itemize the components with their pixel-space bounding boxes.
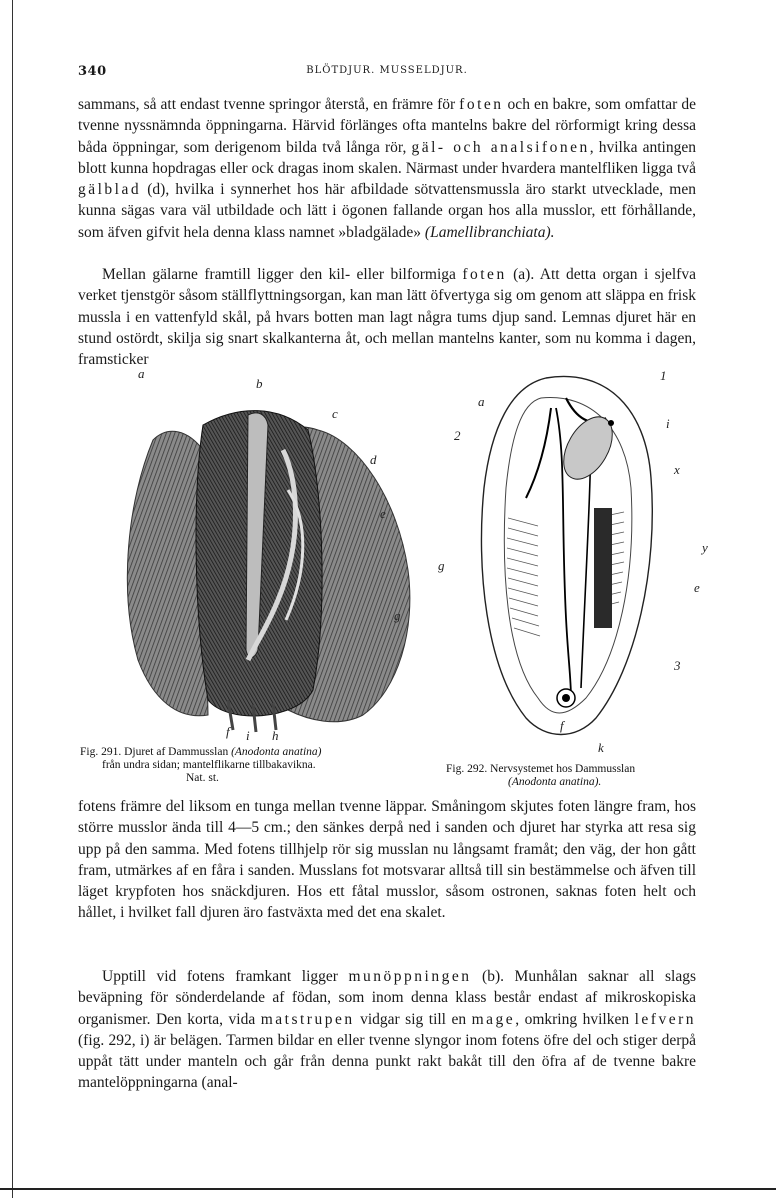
fig291-label-c: c: [332, 406, 338, 421]
fig292-label-y: y: [702, 540, 708, 555]
paragraph-1: [78, 94, 696, 243]
p4-text-c: vidgar sig till en: [354, 1010, 472, 1028]
paragraph-2: [78, 264, 696, 370]
p1-term-foten: foten: [459, 96, 504, 113]
paragraph-3: fotens främre del liksom en tunga mellan tvenne läppar. Småningom skjutes foten längre fram, hos större musslor ända till 4—5 cm.; den sänkes derpå ned i sanden och djuret har styrka att resa sig upp på den samma. Med fotens tillhjelp rör sig musslan nu långsamt framåt; den väg, der hon gått fram, utmärkes af en fåra i sanden. Musslans fot motsvarar alltså till sin bestämmelse och äfven till läget krypfoten hos snäckdjuren. Hos ett fåtal musslor, såsom ostronen, saknas foten helt och hållet, i hvilket fall djuren äro fastväxta med det ena skalet.: [78, 798, 696, 922]
fig292-label-e: e: [694, 580, 700, 595]
page-number: 340: [78, 64, 107, 79]
fig292-label-i: i: [666, 416, 670, 431]
p4-text-e: (fig. 292, i) är belägen. Tarmen bildar en eller tvenne slyngor inom fotens öfre del och stiger derpå uppåt tätt under manteln och går från denna punkt rakt bakåt till den öfra af de tvenne bakre mantelöppningarna (anal-: [78, 1031, 696, 1092]
fig292-label-k: k: [598, 740, 604, 755]
fig291-label-i: i: [246, 728, 250, 743]
p4-text-b: (b). Munhålan saknar all slags beväpning för sönderdelande af födan, som inom denna klass består endast af mikroskopiska organismer. Den korta, vida: [78, 968, 696, 1028]
fig292-label-1: 1: [660, 368, 667, 383]
fig292-label-3: 3: [674, 658, 681, 673]
p4-term-mage: mage: [471, 1010, 516, 1028]
p2-text-a: Mellan gälarne framtill ligger den kil- eller bilformiga: [102, 266, 463, 283]
figure-292-nervous-system: [438, 368, 726, 758]
p4-text-d: , omkring hvilken: [515, 1010, 635, 1028]
p4-term-matstrupen: matstrupen: [260, 1010, 355, 1028]
figure-291-drawing: [108, 370, 428, 756]
p1-latin-term: (Lamellibranchiata).: [424, 223, 555, 241]
fig292-label-a: a: [478, 394, 485, 409]
p4-term-munoppningen: munöppningen: [348, 968, 472, 985]
p1-term-galblad: gälblad: [78, 181, 142, 199]
fig292-label-x: x: [674, 462, 680, 477]
fig291-label-b: b: [256, 376, 263, 391]
p2-text-b: (a). Att detta organ i sjelfva verket tjenstgör såsom ställflyttningsorgan, kan man lätt öfvertyga sig om genom att släppa en frisk mussla i en vattenfyld skål, på hvars botten man lagt några tums djup sand. Lemnas djuret här en stund ostördt, skilja sig snart skalkanterna åt, och mellan mantelns kanter, som nu komma i dagen, framsticker: [78, 266, 696, 369]
figure-292-caption: Fig. 292. Nervsystemet hos Dammusslan (Anodonta anatina).: [446, 763, 636, 788]
fig291-label-e: e: [380, 506, 386, 521]
fig291-label-h: h: [272, 728, 279, 743]
p1-text-b: och en bakre, som omfattar de tvenne nyssnämnda öppningarna. Härvid förlänges ofta mantelns bakre del rörformigt kring dessa båda öppningar, som derigenom bilda två långa rör,: [78, 96, 696, 156]
fig291-label-g: g: [394, 608, 401, 623]
p1-text-c: , hvilka antingen blott kunna hopdragas eller ock dragas inom skalen. Närmast under hvardera mantelfliken ligga två: [78, 138, 696, 177]
fig291-label-d: d: [370, 452, 377, 467]
page-bottom-rule: [0, 1188, 776, 1190]
fig292-label-f: f: [560, 718, 564, 733]
figure-291-mussel-underside: [108, 366, 428, 756]
p2-term-foten: foten: [462, 266, 507, 283]
figure-292-drawing: [446, 368, 726, 758]
paragraph-4: [78, 966, 696, 1094]
running-title: BLÖTDJUR. MUSSELDJUR.: [306, 65, 468, 76]
fig292-label-g: g: [438, 558, 445, 573]
page-edge-rule: [12, 0, 13, 1198]
p1-term-sifon: gäl- och analsifonen: [411, 138, 590, 156]
fig291-label-f: f: [226, 724, 230, 739]
p1-text-a: sammans, så att endast tvenne springor återstå, en främre för: [78, 96, 460, 113]
fig291-label-a: a: [138, 366, 145, 381]
figure-291-caption: Fig. 291. Djuret af Dammusslan (Anodonta anatina) från undra sidan; mantelflikarne tillbakavikna. Nat. st.: [80, 746, 322, 784]
p4-text-a: Upptill vid fotens framkant ligger: [102, 968, 349, 985]
p4-term-lefvern: lefvern: [634, 1010, 696, 1028]
fig292-label-2: 2: [454, 428, 461, 443]
p1-text-d: (d), hvilka i synnerhet hos här afbildade sötvattensmussla äro starkt utvecklade, men kunna sägas vara väl utbildade och lätt i ögonen fallande organ hos alla musslor, ett förhållande, som äfven gifvit hela denna klass namnet »bladgälade»: [78, 181, 696, 241]
page-header: [78, 64, 696, 84]
